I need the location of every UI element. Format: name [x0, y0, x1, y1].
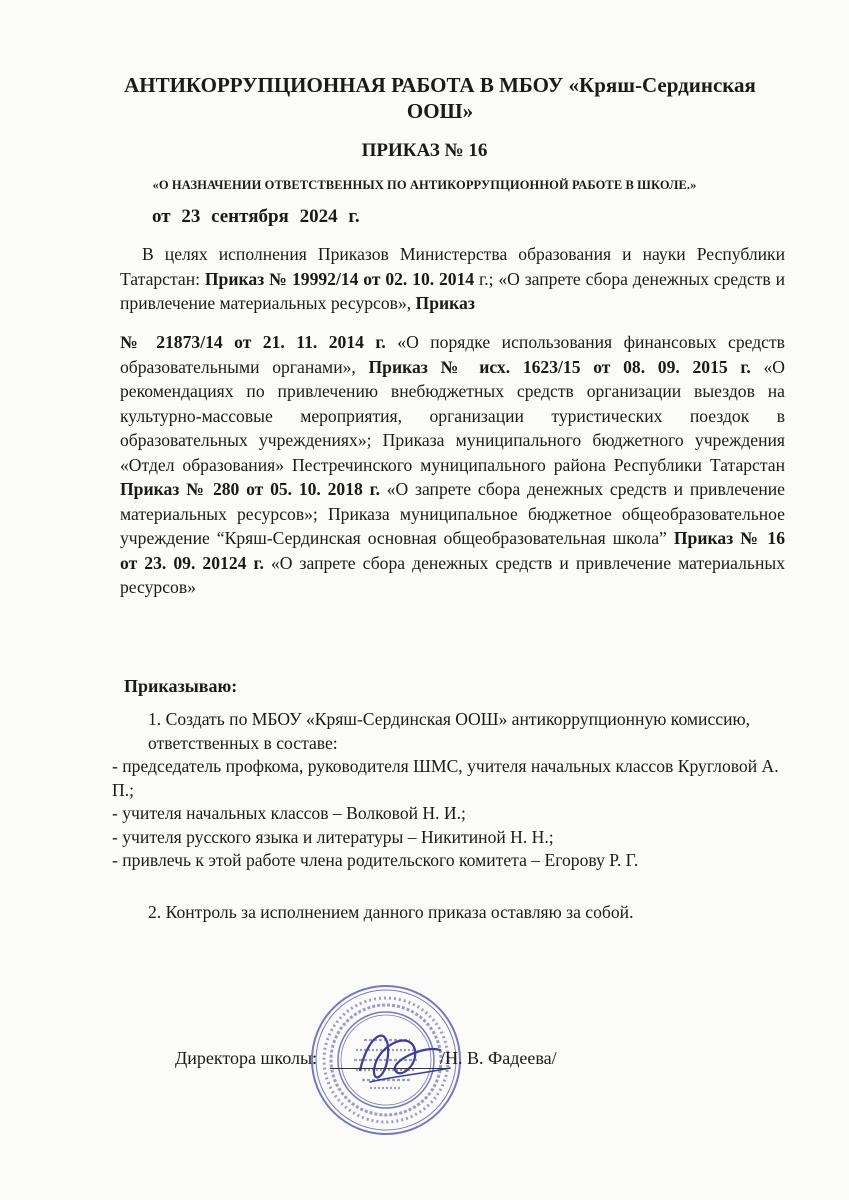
member-item: - председатель профкома, руководителя ШМС, учителя начальных классов Кругловой А. П.; — [112, 756, 779, 800]
order-ref: Приказ № 16 от 23. 09. 20124 г. — [120, 528, 785, 573]
orders-list — [112, 708, 792, 873]
order-ref: Приказ № 19992/14 от 02. 10. 2014 — [204, 268, 475, 289]
preamble-text: г.; «О запрете сбора денежных средств и привлечение материальных ресурсов», — [120, 268, 785, 313]
order-ref: Приказ № исх. 1623/15 от 08. 09. 2015 г. — [368, 356, 751, 377]
preamble-text: «О запрете сбора денежных средств и привлечение материальных ресурсов» — [120, 552, 785, 597]
signature-label: Директора школы: — [175, 1048, 318, 1068]
order-subject: «О НАЗНАЧЕНИИ ОТВЕТСТВЕННЫХ ПО АНТИКОРРУПЦИОННОЙ РАБОТЕ В ШКОЛЕ.» — [152, 178, 697, 192]
order-date: от 23 сентября 2024 г. — [152, 206, 360, 227]
preamble-text: «О запрете сбора денежных средств и привлечение материальных ресурсов»; Приказа муниципальное бюджетное общеобразовательное учреждение “Кряш-Сердинская основная общеобразовательная школа” — [120, 479, 785, 548]
order-item-2: 2. Контроль за исполнением данного приказа оставляю за собой. — [148, 902, 634, 922]
order-item-1: 1. Создать по МБОУ «Кряш-Сердинская ООШ» антикоррупционную комиссию, ответственных в составе: — [148, 709, 751, 753]
order-ref: Приказ — [415, 293, 475, 313]
preamble-text: «О порядке использования финансовых средств образовательными органами», — [120, 332, 785, 377]
preamble-paragraph-1 — [120, 242, 785, 316]
order-ref: Приказ № 280 от 05. 10. 2018 г. — [120, 479, 380, 499]
preamble-paragraph-2 — [120, 330, 785, 600]
member-item: - привлечь к этой работе члена родительского комитета – Егорову Р. Г. — [112, 850, 639, 870]
signatory-name: /Н. В. Фадеева/ — [440, 1048, 557, 1068]
member-item: - учителя начальных классов – Волковой Н. И.; — [112, 803, 466, 823]
member-item: - учителя русского языка и литературы – Никитиной Н. Н.; — [112, 826, 554, 847]
preamble-text: «О рекомендациях по привлечению внебюджетных средств организации выездов на культурно-массовые мероприятия, организации туристических поездок в образовательных учреждениях»; Приказа муниципального бюджетного учреждения «Отдел образования» Пестречинского муниципального района Республики Татарстан — [120, 356, 785, 475]
order-ref: № 21873/14 от 21. 11. 2014 г. — [120, 332, 386, 352]
signature-underline — [330, 1068, 450, 1069]
order-number: ПРИКАЗ № 16 — [361, 140, 488, 161]
orders-heading: Приказываю: — [124, 676, 238, 696]
document-title: АНТИКОРРУПЦИОННАЯ РАБОТА В МБОУ «Кряш-Сердинская ООШ» — [124, 73, 756, 123]
preamble-text: В целях исполнения Приказов Министерства образования и науки Республики Татарстан: — [120, 244, 785, 289]
